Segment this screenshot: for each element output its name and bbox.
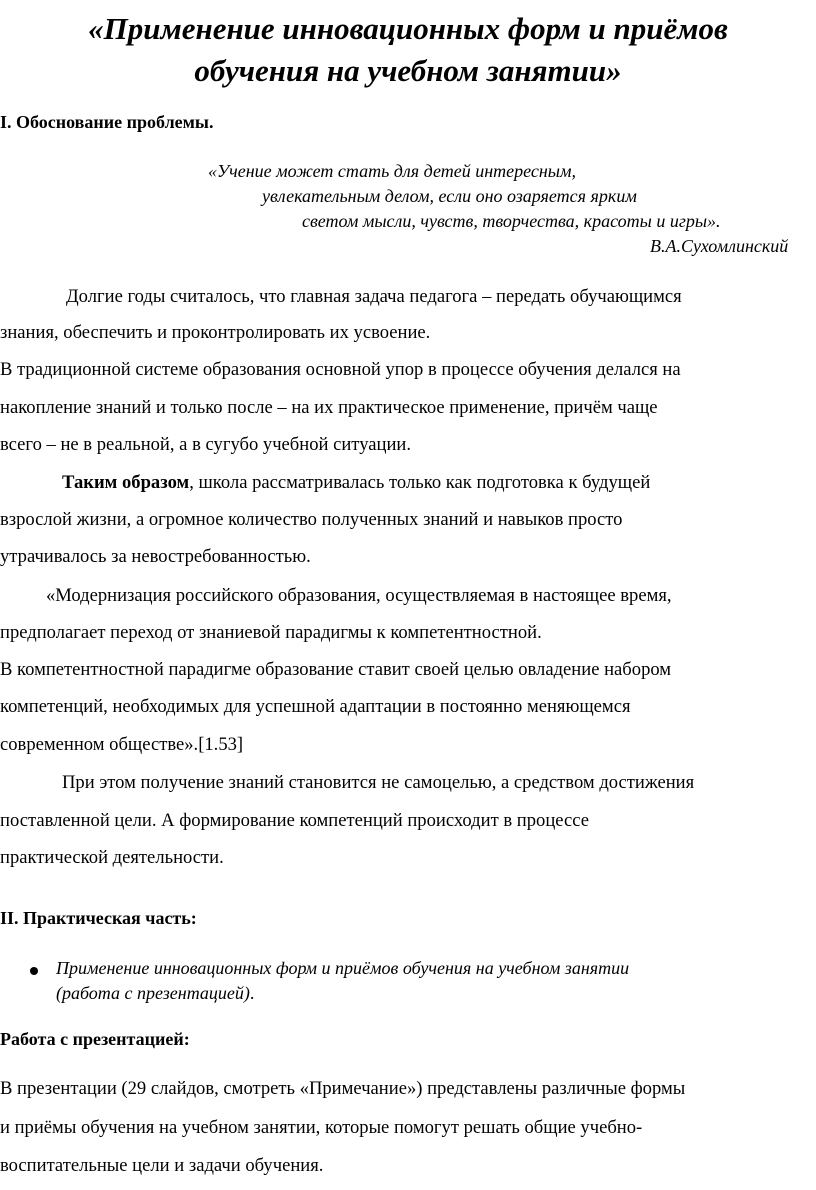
section-3-line-1: В презентации (29 слайдов, смотреть «Примечание») представлены различные формы — [0, 1078, 686, 1099]
document-title — [0, 8, 816, 92]
body-line-6-rest: , школа рассматривалась только как подготовка к будущей — [189, 472, 651, 493]
section-1-heading: I. Обоснование проблемы. — [0, 112, 214, 132]
body-line-8: утрачивалось за невостребованностью. — [0, 546, 311, 567]
title-line-1: «Применение инновационных форм и приёмов — [88, 11, 728, 46]
section-3-line-3: воспитательные цели и задачи обучения. — [0, 1155, 324, 1176]
title-line-2: обучения на учебном занятии» — [194, 53, 622, 88]
body-line-1: Долгие годы считалось, что главная задача педагога – передать обучающимся — [66, 286, 682, 307]
body-line-10: предполагает переход от знаниевой парадигмы к компетентностной. — [0, 622, 542, 643]
body-line-2: знания, обеспечить и проконтролировать их усвоение. — [0, 322, 431, 343]
body-line-13: современном обществе».[1.53] — [0, 734, 244, 755]
bullet-text-period: . — [249, 983, 255, 1003]
body-line-7: взрослой жизни, а огромное количество полученных знаний и навыков просто — [0, 509, 623, 530]
section-3-heading: Работа с презентацией: — [0, 1029, 190, 1049]
body-line-16: практической деятельности. — [0, 847, 224, 868]
epigraph-author: В.А.Сухомлинский — [650, 236, 789, 256]
section-3-line-2: и приёмы обучения на учебном занятии, которые помогут решать общие учебно- — [0, 1117, 643, 1138]
body-line-12: компетенций, необходимых для успешной адаптации в постоянно меняющемся — [0, 696, 631, 717]
body-line-15: поставленной цели. А формирование компетенций происходит в процессе — [0, 810, 589, 831]
emphasis-text: Таким образом — [62, 472, 190, 493]
body-line-5: всего – не в реальной, а в сугубо учебной ситуации. — [0, 434, 411, 455]
body-line-14: При этом получение знаний становится не самоцелью, а средством достижения — [62, 772, 695, 793]
body-line-9: «Модернизация российского образования, осуществляемая в настоящее время, — [46, 585, 672, 606]
epigraph-line-1: «Учение может стать для детей интересным, — [208, 161, 576, 181]
bullet-text-line-1: Применение инновационных форм и приёмов обучения на учебном занятии — [56, 958, 630, 978]
bullet-text-line-2 — [56, 983, 254, 1004]
epigraph-line-3: светом мысли, чувств, творчества, красоты и игры». — [302, 211, 721, 231]
bullet-icon — [30, 967, 38, 975]
section-2-heading: II. Практическая часть: — [0, 908, 197, 928]
body-line-11: В компетентностной парадигме образование ставит своей целью овладение набором — [0, 659, 672, 680]
body-line-4: накопление знаний и только после – на их практическое применение, причём чаще — [0, 397, 658, 418]
body-line-6 — [62, 472, 650, 494]
bullet-text-line-2-italic: (работа с презентацией) — [56, 983, 250, 1003]
body-line-3: В традиционной системе образования основной упор в процессе обучения делался на — [0, 359, 681, 380]
epigraph-line-2: увлекательным делом, если оно озаряется ярким — [262, 186, 637, 206]
